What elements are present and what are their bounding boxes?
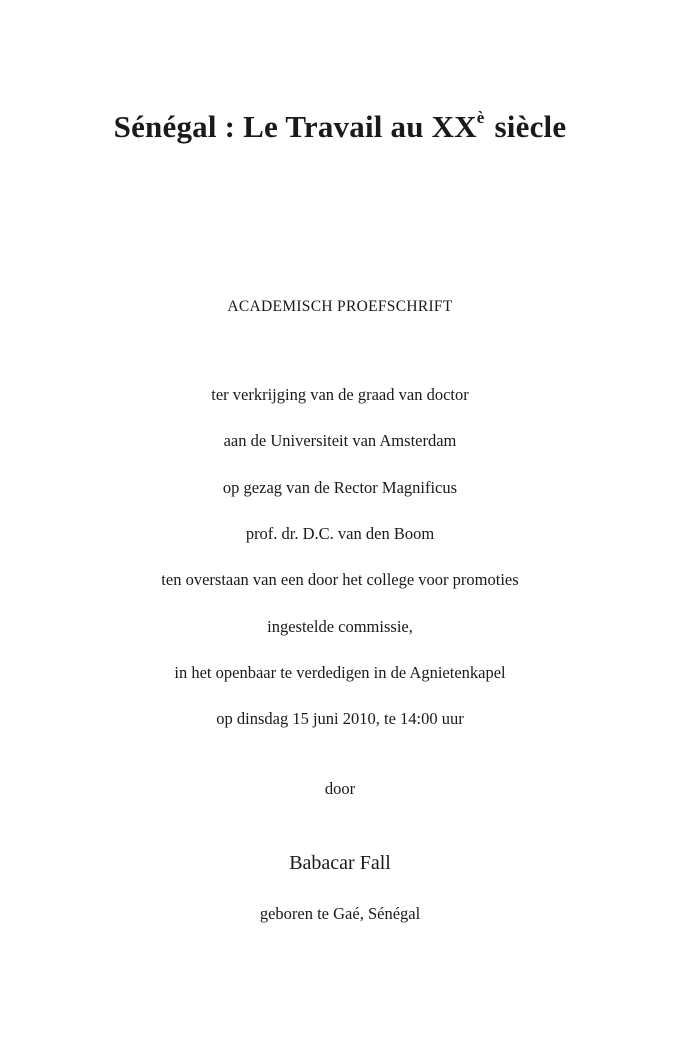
author-name: Babacar Fall [289,852,391,874]
by-label: door [324,779,356,798]
body-line: op dinsdag 15 juni 2010, te 14:00 uur [216,709,464,728]
body-line: aan de Universiteit van Amsterdam [223,431,457,450]
thesis-title-superscript: è [476,108,485,127]
thesis-title-suffix: siècle [494,109,567,144]
body-line: in het openbaar te verdedigen in de Agnietenkapel [174,663,506,682]
body-line: ter verkrijging van de graad van doctor [211,385,469,404]
author-birthplace: geboren te Gaé, Sénégal [259,904,421,923]
body-line: prof. dr. D.C. van den Boom [245,524,435,543]
body-line: ingestelde commissie, [267,617,413,636]
body-line: op gezag van de Rector Magnificus [222,478,458,497]
body-line: ten overstaan van een door het college voor promoties [161,570,519,589]
document-type: ACADEMISCH PROEFSCHRIFT [227,298,453,315]
thesis-title [0,108,680,145]
thesis-title-main: Sénégal : Le Travail au XX [113,109,477,144]
